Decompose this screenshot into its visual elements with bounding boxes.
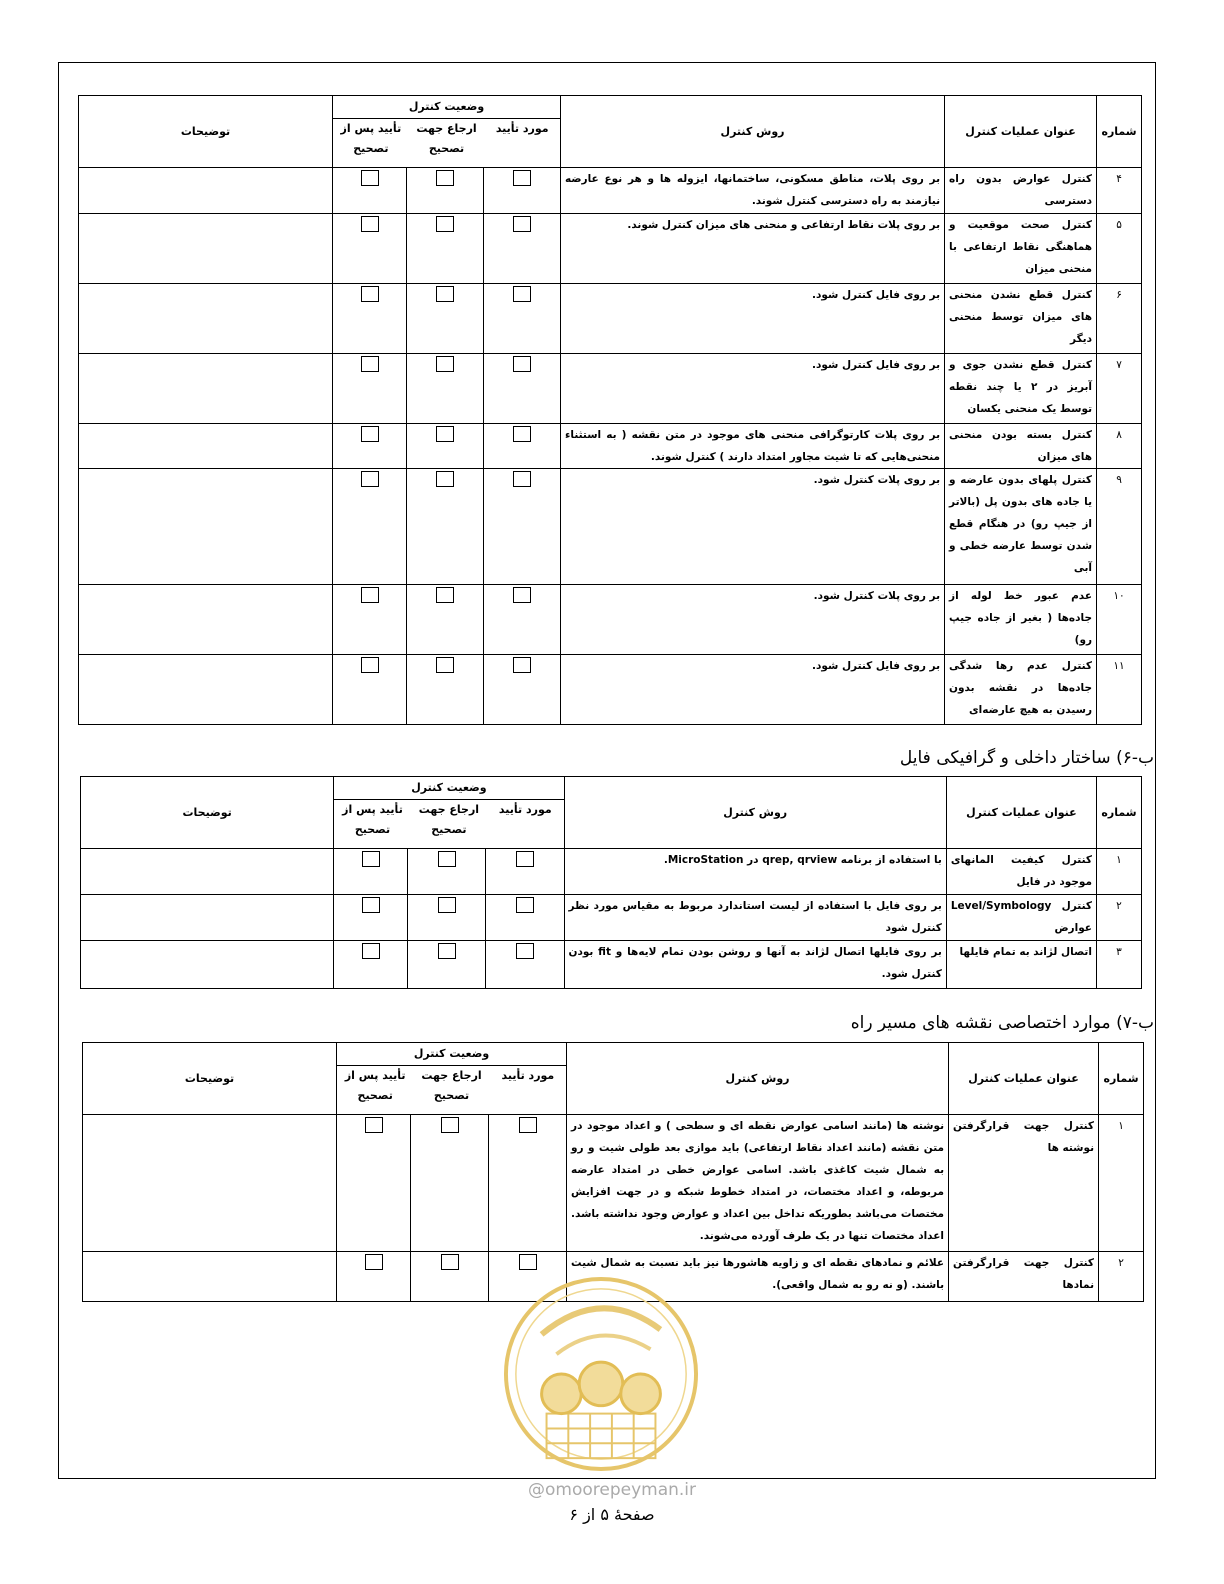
cell-return bbox=[407, 469, 484, 585]
row-method: بر روی پلات نقاط ارتفاعی و منحنی های میزان کنترل شوند. bbox=[561, 214, 945, 284]
checkbox-approved[interactable] bbox=[513, 216, 531, 232]
table-row bbox=[81, 895, 1142, 941]
checkbox-approved[interactable] bbox=[519, 1117, 537, 1133]
row-notes[interactable] bbox=[79, 214, 333, 284]
header-status-label: وضعیت کنترل bbox=[333, 96, 560, 119]
checkbox-return[interactable] bbox=[438, 851, 456, 867]
row-method: علائم و نمادهای نقطه ای و زاویه هاشورها نیز باید نسبت به شمال شیت باشند. (و نه رو به شمال واقعی). bbox=[567, 1252, 949, 1302]
table-row bbox=[79, 655, 1142, 725]
header-notes: توضیحات bbox=[81, 777, 334, 849]
row-title: کنترل قطع نشدن جوی و آبریز در ۲ یا چند نقطه توسط یک منحنی یکسان bbox=[945, 354, 1097, 424]
cell-after bbox=[333, 585, 407, 655]
checkbox-return[interactable] bbox=[436, 356, 454, 372]
cell-return bbox=[407, 585, 484, 655]
checkbox-approved[interactable] bbox=[513, 587, 531, 603]
row-title: کنترل بسته بودن منحنی های میزان bbox=[945, 424, 1097, 469]
row-method: بر روی فایلها اتصال لژاند به آنها و روشن بودن تمام لایه‌ها و fit بودن کنترل شود. bbox=[564, 941, 946, 989]
row-notes[interactable] bbox=[79, 424, 333, 469]
row-method: بر روی فایل کنترل شود. bbox=[561, 284, 945, 354]
checkbox-approved[interactable] bbox=[513, 170, 531, 186]
header-number: شماره bbox=[1099, 1043, 1144, 1115]
row-title: کنترل پلهای بدون عارضه و یا جاده های بدون پل (بالاتر از جیپ رو) در هنگام قطع شدن توسط عارضه خطی و آبی bbox=[945, 469, 1097, 585]
checkbox-return[interactable] bbox=[441, 1254, 459, 1270]
header-method: روش کنترل bbox=[567, 1043, 949, 1115]
checkbox-approved[interactable] bbox=[513, 657, 531, 673]
checkbox-after[interactable] bbox=[361, 356, 379, 372]
checkbox-approved[interactable] bbox=[513, 426, 531, 442]
table-row bbox=[79, 168, 1142, 214]
row-number: ۱ bbox=[1099, 1115, 1144, 1252]
cell-return bbox=[408, 895, 486, 941]
header-method: روش کنترل bbox=[561, 96, 945, 168]
row-method: بر روی پلات، مناطق مسکونی، ساختمانها، ایزوله ها و هر نوع عارضه نیازمند به راه دسترسی کنترل شوند. bbox=[561, 168, 945, 214]
cell-approved bbox=[484, 354, 561, 424]
row-notes[interactable] bbox=[81, 895, 334, 941]
cell-after bbox=[333, 354, 407, 424]
row-method: بر روی پلات کنترل شود. bbox=[561, 469, 945, 585]
checkbox-return[interactable] bbox=[441, 1117, 459, 1133]
header-title: عنوان عملیات کنترل bbox=[949, 1043, 1099, 1115]
row-title: کنترل قطع نشدن منحنی های میزان توسط منحنی دیگر bbox=[945, 284, 1097, 354]
row-number: ۶ bbox=[1097, 284, 1142, 354]
header-approved: مورد تأیید bbox=[501, 1069, 555, 1082]
cell-return bbox=[407, 655, 484, 725]
table-row bbox=[79, 354, 1142, 424]
row-number: ۳ bbox=[1096, 941, 1141, 989]
cell-approved bbox=[489, 1115, 567, 1252]
table-row bbox=[79, 214, 1142, 284]
header-title: عنوان عملیات کنترل bbox=[945, 96, 1097, 168]
cell-after bbox=[333, 655, 407, 725]
header-status bbox=[333, 96, 561, 168]
header-approved: مورد تأیید bbox=[495, 122, 549, 135]
cell-return bbox=[408, 849, 486, 895]
cell-approved bbox=[484, 655, 561, 725]
row-number: ۹ bbox=[1097, 469, 1142, 585]
row-number: ۸ bbox=[1097, 424, 1142, 469]
row-method: بر روی فایل کنترل شود. bbox=[561, 655, 945, 725]
cell-return bbox=[407, 168, 484, 214]
table-row bbox=[81, 849, 1142, 895]
header-return: ارجاع جهت تصحیح bbox=[418, 803, 480, 836]
cell-after bbox=[333, 214, 407, 284]
cell-return bbox=[411, 1115, 489, 1252]
row-method: بر روی فایل با استفاده از لیست استاندارد مربوط به مقیاس مورد نظر کنترل شود bbox=[564, 895, 946, 941]
row-method: نوشته ها (مانند اسامی عوارض نقطه ای و سطحی ) و اعداد موجود در متن نقشه (مانند اعداد نقاط ارتفاعی) باید موازی بعد طولی شیت و رو به شمال شیت کاغذی باشد. اسامی عوارض خطی در امتداد عارضه مربوطه، و اعداد مختصات، در امتداد خطوط شبکه و در جهت افزایش مختصات می‌باشد بطوریکه تداخل بین اعداد و عوارض وجود نداشته باشد. اعداد مختصات تنها در یک طرف آورده می‌شوند. bbox=[567, 1115, 949, 1252]
row-title: کنترل صحت موقعیت و هماهنگی نقاط ارتفاعی با منحنی میزان bbox=[945, 214, 1097, 284]
row-notes[interactable] bbox=[79, 469, 333, 585]
header-return: ارجاع جهت تصحیح bbox=[416, 122, 477, 155]
omoorepeyman-seal-logo bbox=[502, 1275, 700, 1473]
checkbox-after[interactable] bbox=[362, 897, 380, 913]
cell-return bbox=[407, 214, 484, 284]
control-table-3 bbox=[82, 1042, 1144, 1302]
cell-return bbox=[407, 354, 484, 424]
row-title: اتصال لژاند به تمام فایلها bbox=[946, 941, 1096, 989]
row-notes[interactable] bbox=[83, 1252, 337, 1302]
cell-after bbox=[334, 895, 408, 941]
cell-after bbox=[333, 168, 407, 214]
checkbox-after[interactable] bbox=[362, 851, 380, 867]
checkbox-return[interactable] bbox=[436, 426, 454, 442]
row-notes[interactable] bbox=[83, 1115, 337, 1252]
row-notes[interactable] bbox=[81, 941, 334, 989]
row-number: ۴ bbox=[1097, 168, 1142, 214]
checkbox-after[interactable] bbox=[361, 170, 379, 186]
header-method: روش کنترل bbox=[564, 777, 946, 849]
row-number: ۱۱ bbox=[1097, 655, 1142, 725]
row-method: با استفاده از برنامه qrep, qrview در MicroStation. bbox=[564, 849, 946, 895]
checkbox-after[interactable] bbox=[361, 587, 379, 603]
cell-return bbox=[408, 941, 486, 989]
header-return: ارجاع جهت تصحیح bbox=[421, 1069, 482, 1102]
cell-approved bbox=[484, 168, 561, 214]
header-after: تأیید پس از تصحیح bbox=[342, 803, 403, 836]
cell-after bbox=[337, 1115, 411, 1252]
row-notes[interactable] bbox=[81, 849, 334, 895]
checkbox-return[interactable] bbox=[436, 657, 454, 673]
table-row bbox=[81, 941, 1142, 989]
checkbox-after[interactable] bbox=[362, 943, 380, 959]
header-after: تأیید پس از تصحیح bbox=[344, 1069, 406, 1102]
checkbox-approved[interactable] bbox=[516, 943, 534, 959]
checkbox-after[interactable] bbox=[365, 1254, 383, 1270]
table-row bbox=[79, 585, 1142, 655]
cell-approved bbox=[484, 214, 561, 284]
checkbox-after[interactable] bbox=[361, 426, 379, 442]
header-notes: توضیحات bbox=[79, 96, 333, 168]
row-number: ۵ bbox=[1097, 214, 1142, 284]
section-title-7: ب-۷) موارد اختصاصی نقشه های مسیر راه bbox=[850, 1013, 1154, 1033]
row-number: ۷ bbox=[1097, 354, 1142, 424]
row-title: عدم عبور خط لوله از جاده‌ها ( بغیر از جاده جیپ رو) bbox=[945, 585, 1097, 655]
row-notes[interactable] bbox=[79, 168, 333, 214]
row-notes[interactable] bbox=[79, 354, 333, 424]
checkbox-approved[interactable] bbox=[513, 286, 531, 302]
cell-approved bbox=[486, 849, 564, 895]
table-row bbox=[79, 284, 1142, 354]
row-method: بر روی پلات کنترل شود. bbox=[561, 585, 945, 655]
cell-return bbox=[411, 1252, 489, 1302]
cell-approved bbox=[484, 424, 561, 469]
cell-after bbox=[333, 424, 407, 469]
row-number: ۲ bbox=[1096, 895, 1141, 941]
checkbox-approved[interactable] bbox=[516, 851, 534, 867]
cell-return bbox=[407, 284, 484, 354]
checkbox-after[interactable] bbox=[361, 216, 379, 232]
checkbox-return[interactable] bbox=[436, 170, 454, 186]
section-title-6: ب-۶) ساختار داخلی و گرافیکی فایل bbox=[899, 748, 1154, 768]
checkbox-approved[interactable] bbox=[513, 471, 531, 487]
cell-after bbox=[333, 469, 407, 585]
cell-approved bbox=[484, 284, 561, 354]
header-status-label: وضعیت کنترل bbox=[337, 1043, 566, 1066]
checkbox-return[interactable] bbox=[436, 286, 454, 302]
header-status bbox=[334, 777, 564, 849]
checkbox-return[interactable] bbox=[438, 897, 456, 913]
row-title: کنترل عوارض بدون راه دسترسی bbox=[945, 168, 1097, 214]
table-row bbox=[79, 424, 1142, 469]
row-notes[interactable] bbox=[79, 655, 333, 725]
checkbox-after[interactable] bbox=[361, 471, 379, 487]
header-status-label: وضعیت کنترل bbox=[334, 777, 563, 800]
row-title: کنترل کیفیت المانهای موجود در فایل bbox=[946, 849, 1096, 895]
checkbox-approved[interactable] bbox=[516, 897, 534, 913]
row-title: کنترل جهت قرارگرفتن نمادها bbox=[949, 1252, 1099, 1302]
checkbox-return[interactable] bbox=[436, 471, 454, 487]
cell-approved bbox=[484, 585, 561, 655]
row-title: کنترل Level/Symbology عوارض bbox=[946, 895, 1096, 941]
header-number: شماره bbox=[1097, 96, 1142, 168]
checkbox-return[interactable] bbox=[436, 216, 454, 232]
checkbox-after[interactable] bbox=[365, 1117, 383, 1133]
header-status bbox=[337, 1043, 567, 1115]
cell-approved bbox=[486, 895, 564, 941]
checkbox-after[interactable] bbox=[361, 286, 379, 302]
header-number: شماره bbox=[1096, 777, 1141, 849]
row-title: کنترل عدم رها شدگی جاده‌ها در نقشه بدون رسیدن به هیچ عارضه‌ای bbox=[945, 655, 1097, 725]
row-number: ۱ bbox=[1096, 849, 1141, 895]
checkbox-after[interactable] bbox=[361, 657, 379, 673]
checkbox-approved[interactable] bbox=[519, 1254, 537, 1270]
footer-website: @omoorepeyman.ir bbox=[527, 1480, 697, 1500]
cell-after bbox=[333, 284, 407, 354]
header-notes: توضیحات bbox=[83, 1043, 337, 1115]
checkbox-return[interactable] bbox=[436, 587, 454, 603]
page-number: صفحهٔ ۵ از ۶ bbox=[569, 1505, 655, 1524]
cell-return bbox=[407, 424, 484, 469]
checkbox-return[interactable] bbox=[438, 943, 456, 959]
cell-after bbox=[334, 941, 408, 989]
table-row bbox=[83, 1115, 1144, 1252]
header-approved: مورد تأیید bbox=[498, 803, 552, 816]
row-method: بر روی فایل کنترل شود. bbox=[561, 354, 945, 424]
control-table-1 bbox=[78, 95, 1142, 725]
row-notes[interactable] bbox=[79, 585, 333, 655]
header-title: عنوان عملیات کنترل bbox=[946, 777, 1096, 849]
cell-approved bbox=[486, 941, 564, 989]
row-method: بر روی پلات کارتوگرافی منحنی های موجود در متن نقشه ( به استثناء منحنی‌هایی که تا شیت مجاور امتداد دارند ) کنترل شوند. bbox=[561, 424, 945, 469]
header-after: تأیید پس از تصحیح bbox=[340, 122, 402, 155]
checkbox-approved[interactable] bbox=[513, 356, 531, 372]
row-title: کنترل جهت قرارگرفتن نوشته ها bbox=[949, 1115, 1099, 1252]
cell-after bbox=[337, 1252, 411, 1302]
control-table-2 bbox=[80, 776, 1142, 989]
row-notes[interactable] bbox=[79, 284, 333, 354]
row-number: ۱۰ bbox=[1097, 585, 1142, 655]
row-number: ۲ bbox=[1099, 1252, 1144, 1302]
cell-approved bbox=[484, 469, 561, 585]
cell-after bbox=[334, 849, 408, 895]
table-row bbox=[79, 469, 1142, 585]
